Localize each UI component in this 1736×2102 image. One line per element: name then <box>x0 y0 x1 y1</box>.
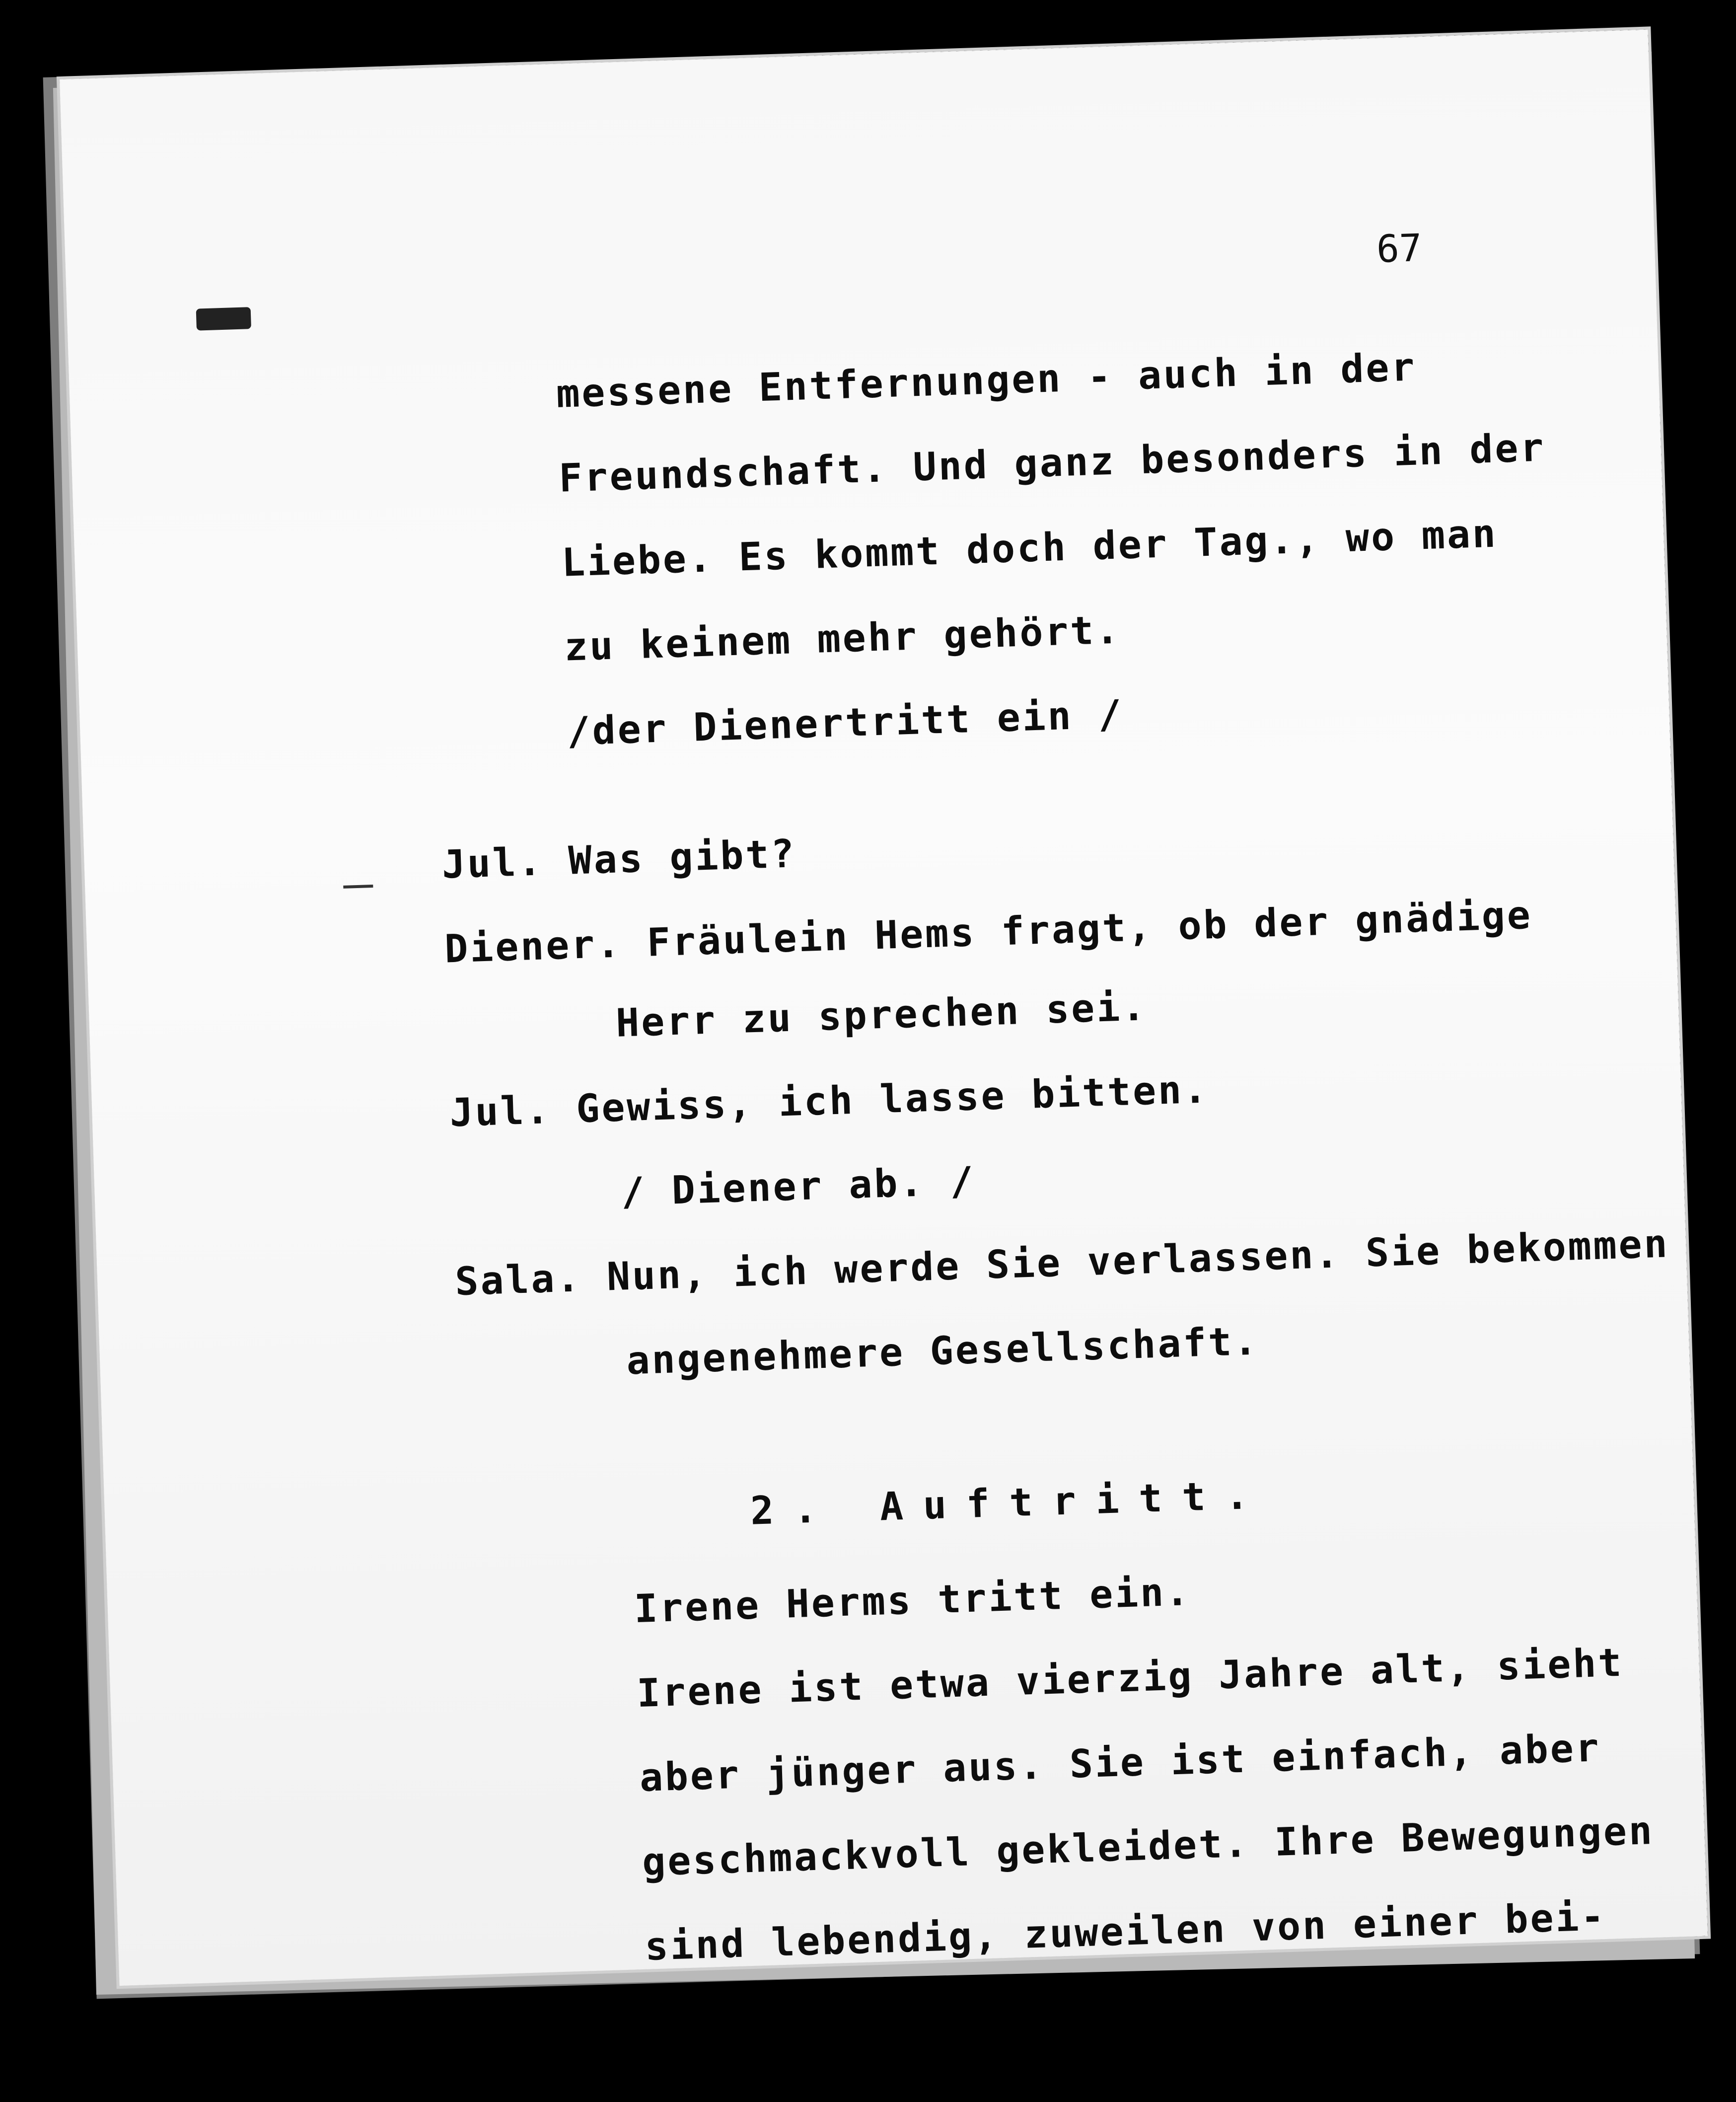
dialogue-line: Diener. Fräulein Hems fragt, ob der gnädige <box>443 893 1533 972</box>
dialogue-line: Jul. Gewiss, ich lasse bitten. <box>449 1067 1210 1136</box>
stage-direction: sind lebendig, zuweilen von einer bei- <box>644 1894 1607 1969</box>
document-page <box>60 29 1708 1986</box>
dialogue-line: Jul. Was gibt? <box>441 831 797 888</box>
stage-direction: Irene ist etwa vierzig Jahre alt, sieht <box>636 1640 1624 1717</box>
text-line: messene Entfernungen - auch in der <box>555 345 1417 417</box>
dialogue-line: angenehmere Gesellschaft. <box>626 1319 1260 1384</box>
dialogue-line: Sala. Nun, ich werde Sie verlassen. Sie bekommen <box>454 1221 1670 1305</box>
text-line: zu keinem mehr gehört. <box>564 607 1122 670</box>
text-line: Freundschaft. Und ganz besonders in der <box>558 425 1546 501</box>
stage-direction: geschmackvoll gekleidet. Ihre Bewegungen <box>641 1808 1655 1885</box>
stage-direction: / Diener ab. / <box>620 1159 976 1215</box>
scene-heading: 2. Auftritt. <box>749 1472 1269 1534</box>
dialogue-line: Herr zu sprechen sei. <box>615 984 1148 1046</box>
stage-direction: Irene Herms tritt ein. <box>633 1569 1192 1632</box>
staple-mark <box>196 307 251 330</box>
text-line: Liebe. Es kommt doch der Tag., wo man <box>561 511 1499 586</box>
stage-direction: /der Dienertritt ein / <box>566 692 1124 754</box>
stage-direction: aber jünger aus. Sie ist einfach, aber <box>639 1726 1601 1801</box>
margin-dash <box>343 885 373 889</box>
page-number: 67 <box>1375 225 1423 271</box>
